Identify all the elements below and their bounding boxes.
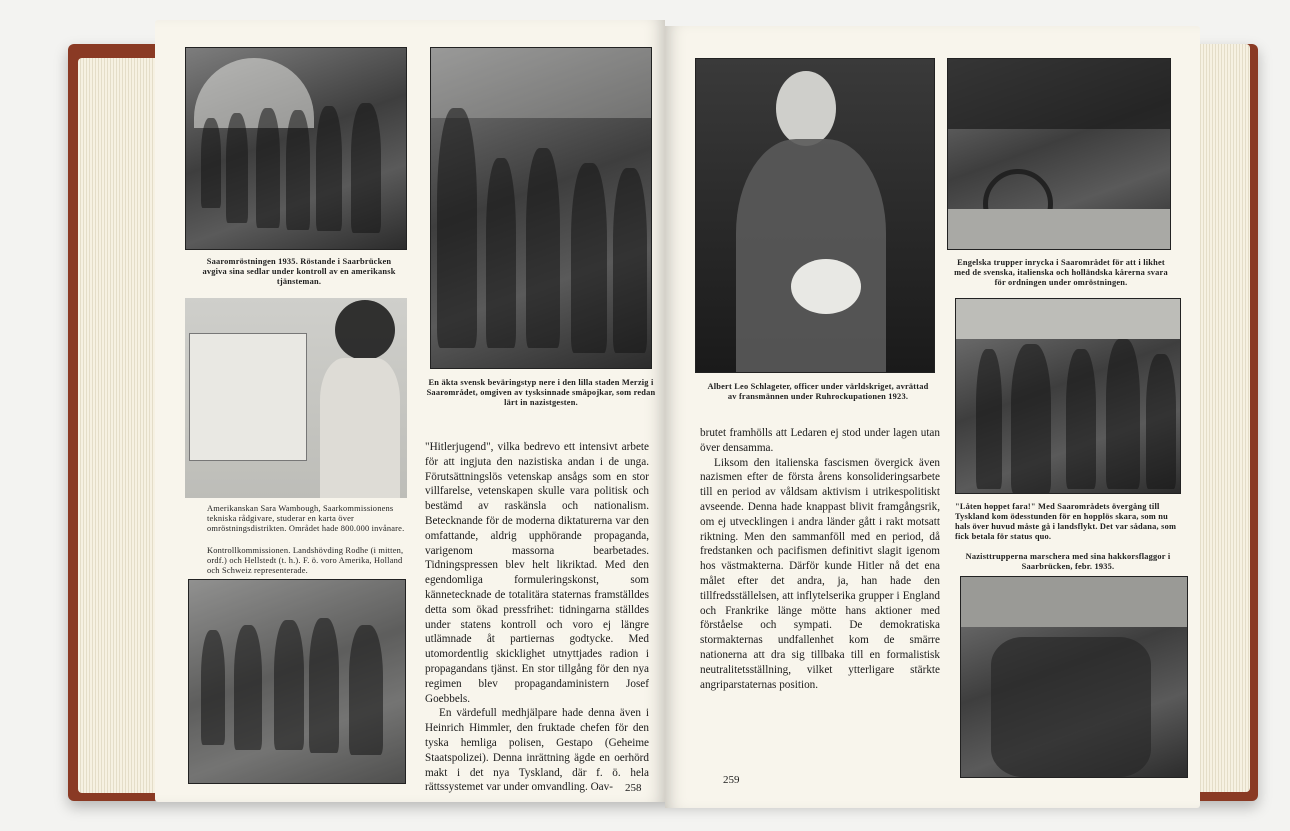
left-paragraph-1: "Hitlerjugend", vilka bedrevo ett intensivt arbete för att ingjuta den nazistiska andan i de unga. Förutsättningslös vetenskap ansågs som en stor villfarelse, vetenskapen skulle vara politisk och bestämd av raskänsla och nationalism. Betecknande för de moderna diktaturerna var den omfattande, aldrig upphörande propaganda, varigenom massorna bearbetades. Tidningspressen blev helt likriktad. Med den egendomliga formuleringskonst, som kännetecknade de totalitära staternas framställdes detta som ökad pressfrihet: tidningarna ställdes under statens kontroll och voro ej längre utlämnade åt partiernas godtycke. Med utomordentlig skicklighet utnyttjades radion i propagandans tjänst. En stor tillgång för den nya regimen blev propagandaministern Josef Goebbels. — [425, 441, 649, 705]
page-edges-right — [1195, 44, 1250, 792]
photo-refugees — [955, 298, 1181, 494]
caption-nazi-march: Nazisttrupperna marschera med sina hakkorsflaggor i Saarbrücken, febr. 1935. — [965, 552, 1171, 571]
page-edges-left — [78, 58, 162, 793]
right-page — [665, 26, 1200, 808]
photo-wambough-map — [185, 298, 407, 498]
right-paragraph-1: brutet framhölls att Ledaren ej stod under lagen utan över densamma. — [700, 427, 940, 454]
photo-schlageter — [695, 58, 935, 373]
caption-wambough: Amerikanskan Sara Wambough, Saarkommissionens tekniska rådgivare, studerar en karta över omröstningsdistrikten. Området hade 800.000 invånare. — [207, 504, 405, 533]
photo-swedish-recruit — [430, 47, 652, 369]
left-page — [155, 20, 665, 802]
caption-english-troops: Engelska trupper inrycka i Saarområdet för att i likhet med de svenska, italienska och holländska kårerna svara för ordningen under omröstningen. — [954, 258, 1168, 287]
caption-refugees: "Låten hoppet fara!" Med Saarområdets övergång till Tyskland kom ödesstunden för en hopplös skara, som nu hals över huvud måste gå i landsflykt. Det var sådana, som fick betala för status quo. — [955, 502, 1177, 541]
caption-saar-vote: Saaromröstningen 1935. Röstande i Saarbrücken avgiva sina sedlar under kontroll av en amerikansk tjänsteman. — [202, 257, 396, 286]
left-paragraph-2: En värdefull medhjälpare hade denna även i Heinrich Himmler, den fruktade chefen för den tyska hemliga polisen, Gestapo (Geheime Staatspolizei). Denna inrättning ägde en oerhörd makt i det nya Tyskland, där f. ö. hela rättssystemet var under omvandling. Oav- — [425, 707, 649, 794]
left-body-text — [425, 440, 649, 795]
page-number-right: 259 — [723, 774, 740, 786]
right-paragraph-2: Liksom den italienska fascismen övergick även nazismen efter de första årens konsolideringsarbete till en period av våldsam aktivism i utrikespolitiskt avseende. Denna hade knappast blivit framgångsrik, om ej utvecklingen i andra länder gått i rakt motsatt riktning. Men den sammanföll med en period, då fredstanken och pacifismen definitivt slagit igenom hos västmakterna. Därför kunde Hitler nå det ena målet efter det andra, ja, han hade den tillfredsställelsen, att inflytelserika grupper i England och Frankrike länge mötte hans aktioner med förståelse och sympati. De demokratiska stormakternas undfallenhet kom de smärre nationerna att dra sig tillbaka till en formalistisk neutralitetsställning, vilket ytterligare stärkte angriparstaternas position. — [700, 456, 940, 691]
photo-saar-vote — [185, 47, 407, 250]
photo-english-troops — [947, 58, 1171, 250]
photo-control-commission — [188, 579, 406, 784]
right-body-text — [700, 426, 940, 692]
caption-swedish-recruit: En äkta svensk beväringstyp nere i den lilla staden Merzig i Saarområdet, omgiven av tysksinnade småpojkar, som redan lärt in nazistgesten. — [426, 378, 656, 407]
photo-nazi-march — [960, 576, 1188, 778]
page-number-left: 258 — [625, 782, 642, 794]
caption-schlageter: Albert Leo Schlageter, officer under världskriget, avrättad av fransmännen under Ruhrockupationen 1923. — [707, 382, 929, 401]
caption-commission: Kontrollkommissionen. Landshövding Rodhe (i mitten, ordf.) och Hellstedt (t. h.). F. ö. voro Amerika, Holland och Schweiz representerade. — [207, 546, 404, 575]
